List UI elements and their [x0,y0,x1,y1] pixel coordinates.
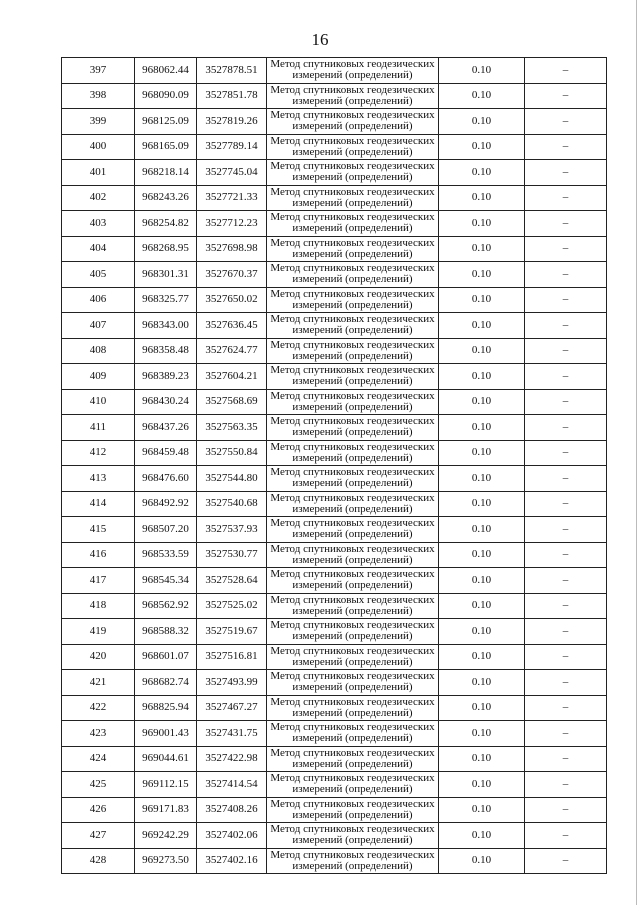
method-line-2: измерений (определений) [292,222,413,235]
precision-cell: 0.10 [439,695,525,721]
table-row [62,491,607,517]
y-coordinate-cell: 3527698.98 [197,236,267,262]
method-line-1: Метод спутниковых геодезических [270,772,435,785]
table-row [62,823,607,849]
method-cell [267,593,439,619]
x-coordinate-cell: 968437.26 [135,415,197,441]
note-cell: – [525,466,607,492]
method-line-2: измерений (определений) [292,196,413,209]
precision-cell: 0.10 [439,797,525,823]
method-cell [267,287,439,313]
note-cell: – [525,670,607,696]
y-coordinate-cell: 3527636.45 [197,313,267,339]
precision-cell: 0.10 [439,415,525,441]
note-cell: – [525,211,607,237]
method-cell [267,797,439,823]
y-coordinate-cell: 3527650.02 [197,287,267,313]
precision-cell: 0.10 [439,823,525,849]
method-line-1: Метод спутниковых геодезических [270,364,435,377]
table-row [62,364,607,390]
note-cell: – [525,746,607,772]
x-coordinate-cell: 968343.00 [135,313,197,339]
page-edge [636,0,637,905]
method-line-2: измерений (определений) [292,426,413,439]
table-row [62,415,607,441]
y-coordinate-cell: 3527530.77 [197,542,267,568]
y-coordinate-cell: 3527819.26 [197,109,267,135]
note-cell: – [525,823,607,849]
method-line-1: Метод спутниковых геодезических [270,517,435,530]
x-coordinate-cell: 968090.09 [135,83,197,109]
precision-cell: 0.10 [439,568,525,594]
y-coordinate-cell: 3527467.27 [197,695,267,721]
point-number-cell: 404 [62,236,135,262]
table-row [62,338,607,364]
method-cell [267,619,439,645]
x-coordinate-cell: 969171.83 [135,797,197,823]
note-cell: – [525,262,607,288]
table-row [62,83,607,109]
precision-cell: 0.10 [439,211,525,237]
note-cell: – [525,160,607,186]
method-line-2: измерений (определений) [292,553,413,566]
method-line-2: измерений (определений) [292,273,413,286]
note-cell: – [525,83,607,109]
method-line-2: измерений (определений) [292,120,413,133]
point-number-cell: 406 [62,287,135,313]
method-cell [267,517,439,543]
y-coordinate-cell: 3527414.54 [197,772,267,798]
x-coordinate-cell: 968476.60 [135,466,197,492]
table-row [62,134,607,160]
point-number-cell: 422 [62,695,135,721]
method-line-2: измерений (определений) [292,783,413,796]
point-number-cell: 428 [62,848,135,874]
method-line-2: измерений (определений) [292,528,413,541]
method-cell [267,644,439,670]
y-coordinate-cell: 3527789.14 [197,134,267,160]
table-row [62,848,607,874]
method-line-2: измерений (определений) [292,706,413,719]
precision-cell: 0.10 [439,58,525,84]
method-cell [267,338,439,364]
table-row [62,389,607,415]
note-cell: – [525,364,607,390]
method-line-2: измерений (определений) [292,69,413,82]
precision-cell: 0.10 [439,721,525,747]
point-number-cell: 415 [62,517,135,543]
note-cell: – [525,491,607,517]
method-cell [267,568,439,594]
y-coordinate-cell: 3527519.67 [197,619,267,645]
table-row [62,695,607,721]
precision-cell: 0.10 [439,338,525,364]
method-cell [267,721,439,747]
method-line-2: измерений (определений) [292,400,413,413]
method-line-1: Метод спутниковых геодезических [270,211,435,224]
x-coordinate-cell: 968533.59 [135,542,197,568]
table-body [62,58,607,874]
note-cell: – [525,721,607,747]
point-number-cell: 420 [62,644,135,670]
precision-cell: 0.10 [439,134,525,160]
precision-cell: 0.10 [439,262,525,288]
point-number-cell: 426 [62,797,135,823]
precision-cell: 0.10 [439,517,525,543]
table-row [62,797,607,823]
method-line-1: Метод спутниковых геодезических [270,83,435,96]
table-row [62,619,607,645]
table-row [62,517,607,543]
y-coordinate-cell: 3527878.51 [197,58,267,84]
y-coordinate-cell: 3527721.33 [197,185,267,211]
method-line-2: измерений (определений) [292,579,413,592]
table-row [62,211,607,237]
precision-cell: 0.10 [439,848,525,874]
method-line-1: Метод спутниковых геодезических [270,542,435,555]
method-line-2: измерений (определений) [292,324,413,337]
method-line-2: измерений (определений) [292,349,413,362]
precision-cell: 0.10 [439,593,525,619]
x-coordinate-cell: 968588.32 [135,619,197,645]
x-coordinate-cell: 968165.09 [135,134,197,160]
precision-cell: 0.10 [439,440,525,466]
note-cell: – [525,109,607,135]
x-coordinate-cell: 968492.92 [135,491,197,517]
method-line-1: Метод спутниковых геодезических [270,593,435,606]
precision-cell: 0.10 [439,83,525,109]
point-number-cell: 402 [62,185,135,211]
note-cell: – [525,440,607,466]
method-cell [267,185,439,211]
method-line-1: Метод спутниковых геодезических [270,721,435,734]
method-cell [267,211,439,237]
note-cell: – [525,593,607,619]
method-cell [267,389,439,415]
y-coordinate-cell: 3527670.37 [197,262,267,288]
x-coordinate-cell: 968062.44 [135,58,197,84]
method-line-2: измерений (определений) [292,94,413,107]
y-coordinate-cell: 3527550.84 [197,440,267,466]
precision-cell: 0.10 [439,185,525,211]
y-coordinate-cell: 3527422.98 [197,746,267,772]
note-cell: – [525,772,607,798]
point-number-cell: 407 [62,313,135,339]
method-line-1: Метод спутниковых геодезических [270,823,435,836]
point-number-cell: 417 [62,568,135,594]
note-cell: – [525,338,607,364]
precision-cell: 0.10 [439,109,525,135]
note-cell: – [525,644,607,670]
note-cell: – [525,619,607,645]
note-cell: – [525,389,607,415]
table-row [62,644,607,670]
note-cell: – [525,695,607,721]
x-coordinate-cell: 968218.14 [135,160,197,186]
method-cell [267,415,439,441]
method-line-1: Метод спутниковых геодезических [270,160,435,173]
table-row [62,287,607,313]
method-cell [267,695,439,721]
point-number-cell: 398 [62,83,135,109]
method-line-1: Метод спутниковых геодезических [270,262,435,275]
method-line-1: Метод спутниковых геодезических [270,109,435,122]
method-line-2: измерений (определений) [292,298,413,311]
method-cell [267,440,439,466]
method-line-1: Метод спутниковых геодезических [270,695,435,708]
point-number-cell: 418 [62,593,135,619]
method-line-1: Метод спутниковых геодезических [270,440,435,453]
method-line-2: измерений (определений) [292,477,413,490]
precision-cell: 0.10 [439,313,525,339]
precision-cell: 0.10 [439,491,525,517]
note-cell: – [525,134,607,160]
method-line-2: измерений (определений) [292,630,413,643]
y-coordinate-cell: 3527516.81 [197,644,267,670]
coordinates-table [61,57,607,874]
method-line-2: измерений (определений) [292,375,413,388]
point-number-cell: 400 [62,134,135,160]
point-number-cell: 401 [62,160,135,186]
note-cell: – [525,236,607,262]
method-line-2: измерений (определений) [292,171,413,184]
y-coordinate-cell: 3527745.04 [197,160,267,186]
method-line-2: измерений (определений) [292,451,413,464]
page-number: 16 [311,30,329,49]
note-cell: – [525,517,607,543]
point-number-cell: 413 [62,466,135,492]
method-line-1: Метод спутниковых геодезических [270,236,435,249]
note-cell: – [525,185,607,211]
x-coordinate-cell: 968430.24 [135,389,197,415]
method-cell [267,109,439,135]
method-line-1: Метод спутниковых геодезических [270,619,435,632]
method-line-1: Метод спутниковых геодезических [270,338,435,351]
x-coordinate-cell: 968243.26 [135,185,197,211]
method-line-1: Метод спутниковых геодезических [270,466,435,479]
y-coordinate-cell: 3527431.75 [197,721,267,747]
precision-cell: 0.10 [439,670,525,696]
method-line-1: Метод спутниковых геодезических [270,568,435,581]
method-line-1: Метод спутниковых геодезических [270,746,435,759]
precision-cell: 0.10 [439,160,525,186]
y-coordinate-cell: 3527563.35 [197,415,267,441]
note-cell: – [525,415,607,441]
y-coordinate-cell: 3527408.26 [197,797,267,823]
method-cell [267,160,439,186]
point-number-cell: 411 [62,415,135,441]
method-line-2: измерений (определений) [292,757,413,770]
method-cell [267,134,439,160]
y-coordinate-cell: 3527712.23 [197,211,267,237]
x-coordinate-cell: 969242.29 [135,823,197,849]
note-cell: – [525,568,607,594]
method-cell [267,772,439,798]
method-line-1: Метод спутниковых геодезических [270,58,435,71]
point-number-cell: 423 [62,721,135,747]
method-cell [267,466,439,492]
method-cell [267,58,439,84]
table-row [62,568,607,594]
y-coordinate-cell: 3527402.06 [197,823,267,849]
method-cell [267,542,439,568]
table-row [62,440,607,466]
method-line-1: Метод спутниковых геодезических [270,491,435,504]
method-line-1: Метод спутниковых геодезических [270,287,435,300]
table-row [62,466,607,492]
note-cell: – [525,58,607,84]
table-row [62,58,607,84]
precision-cell: 0.10 [439,619,525,645]
precision-cell: 0.10 [439,542,525,568]
point-number-cell: 397 [62,58,135,84]
y-coordinate-cell: 3527604.21 [197,364,267,390]
method-line-1: Метод спутниковых геодезических [270,670,435,683]
y-coordinate-cell: 3527568.69 [197,389,267,415]
table-row [62,262,607,288]
method-line-2: измерений (определений) [292,655,413,668]
table-row [62,542,607,568]
method-cell [267,848,439,874]
x-coordinate-cell: 968358.48 [135,338,197,364]
method-line-1: Метод спутниковых геодезических [270,389,435,402]
y-coordinate-cell: 3527528.64 [197,568,267,594]
method-line-2: измерений (определений) [292,604,413,617]
method-line-1: Метод спутниковых геодезических [270,848,435,861]
method-line-2: измерений (определений) [292,681,413,694]
method-line-1: Метод спутниковых геодезических [270,644,435,657]
table-row [62,746,607,772]
y-coordinate-cell: 3527493.99 [197,670,267,696]
note-cell: – [525,313,607,339]
method-line-2: измерений (определений) [292,834,413,847]
point-number-cell: 427 [62,823,135,849]
table-row [62,670,607,696]
x-coordinate-cell: 969112.15 [135,772,197,798]
x-coordinate-cell: 968682.74 [135,670,197,696]
x-coordinate-cell: 968125.09 [135,109,197,135]
x-coordinate-cell: 968459.48 [135,440,197,466]
precision-cell: 0.10 [439,746,525,772]
y-coordinate-cell: 3527624.77 [197,338,267,364]
precision-cell: 0.10 [439,772,525,798]
table-row [62,185,607,211]
x-coordinate-cell: 968325.77 [135,287,197,313]
method-line-1: Метод спутниковых геодезических [270,134,435,147]
method-cell [267,491,439,517]
method-line-2: измерений (определений) [292,732,413,745]
point-number-cell: 403 [62,211,135,237]
method-cell [267,313,439,339]
point-number-cell: 412 [62,440,135,466]
method-line-2: измерений (определений) [292,859,413,872]
method-line-1: Метод спутниковых геодезических [270,313,435,326]
method-cell [267,746,439,772]
y-coordinate-cell: 3527851.78 [197,83,267,109]
table-row [62,160,607,186]
note-cell: – [525,287,607,313]
precision-cell: 0.10 [439,466,525,492]
point-number-cell: 414 [62,491,135,517]
table-row [62,109,607,135]
precision-cell: 0.10 [439,389,525,415]
x-coordinate-cell: 968389.23 [135,364,197,390]
method-cell [267,364,439,390]
method-line-2: измерений (определений) [292,145,413,158]
x-coordinate-cell: 968301.31 [135,262,197,288]
x-coordinate-cell: 968507.20 [135,517,197,543]
method-cell [267,262,439,288]
point-number-cell: 410 [62,389,135,415]
y-coordinate-cell: 3527540.68 [197,491,267,517]
x-coordinate-cell: 968268.95 [135,236,197,262]
table-row [62,236,607,262]
x-coordinate-cell: 968562.92 [135,593,197,619]
x-coordinate-cell: 968601.07 [135,644,197,670]
y-coordinate-cell: 3527544.80 [197,466,267,492]
x-coordinate-cell: 969273.50 [135,848,197,874]
precision-cell: 0.10 [439,287,525,313]
precision-cell: 0.10 [439,236,525,262]
note-cell: – [525,848,607,874]
method-line-2: измерений (определений) [292,247,413,260]
table-row [62,313,607,339]
x-coordinate-cell: 969001.43 [135,721,197,747]
y-coordinate-cell: 3527402.16 [197,848,267,874]
y-coordinate-cell: 3527525.02 [197,593,267,619]
note-cell: – [525,542,607,568]
point-number-cell: 416 [62,542,135,568]
point-number-cell: 419 [62,619,135,645]
point-number-cell: 405 [62,262,135,288]
point-number-cell: 399 [62,109,135,135]
precision-cell: 0.10 [439,644,525,670]
point-number-cell: 424 [62,746,135,772]
method-line-2: измерений (определений) [292,502,413,515]
point-number-cell: 408 [62,338,135,364]
point-number-cell: 425 [62,772,135,798]
x-coordinate-cell: 968825.94 [135,695,197,721]
method-line-1: Метод спутниковых геодезических [270,797,435,810]
table-row [62,593,607,619]
point-number-cell: 409 [62,364,135,390]
method-line-2: измерений (определений) [292,808,413,821]
precision-cell: 0.10 [439,364,525,390]
method-line-1: Метод спутниковых геодезических [270,415,435,428]
method-cell [267,670,439,696]
x-coordinate-cell: 969044.61 [135,746,197,772]
y-coordinate-cell: 3527537.93 [197,517,267,543]
table-row [62,721,607,747]
point-number-cell: 421 [62,670,135,696]
x-coordinate-cell: 968545.34 [135,568,197,594]
method-cell [267,236,439,262]
method-cell [267,823,439,849]
note-cell: – [525,797,607,823]
x-coordinate-cell: 968254.82 [135,211,197,237]
table-row [62,772,607,798]
method-cell [267,83,439,109]
method-line-1: Метод спутниковых геодезических [270,185,435,198]
